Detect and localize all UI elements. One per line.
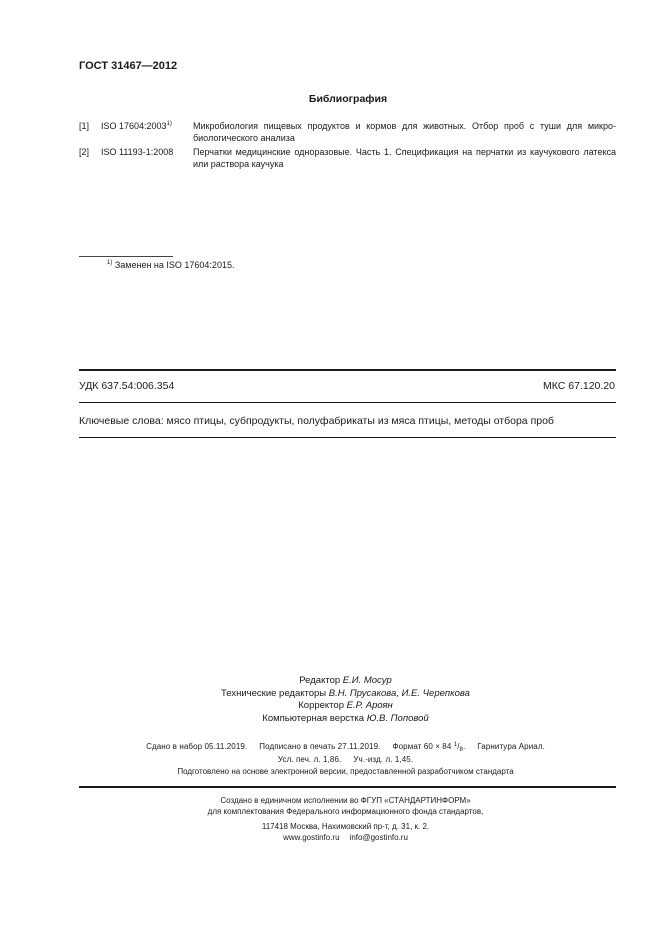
bibliography-title: Библиография	[308, 93, 388, 105]
print-info	[0, 740, 661, 766]
publisher-line1: Создано в единичном исполнении во ФГУП «СТАНДАРТИНФОРМ»	[220, 796, 471, 805]
publisher-info	[0, 795, 661, 843]
print-info-line2: Усл. печ. л. 1,86. Уч.-изд. л. 1,45.	[277, 755, 414, 764]
bibliography-item-reference: ISO 17604:2003$^{1)}$	[101, 121, 172, 131]
credit-corrector: Корректор Е.Р. Ароян	[298, 700, 393, 711]
standard-code: ГОСТ 31467—2012	[79, 60, 178, 72]
keywords: Ключевые слова: мясо птицы, субпродукты, полуфабрикаты из мяса птицы, методы отбора проб	[79, 415, 554, 427]
prepared-note: Подготовлено на основе электронной версии, предоставленной разработчиком стандарта	[177, 767, 514, 776]
bibliography-item	[79, 120, 616, 144]
publisher-address: 117418 Москва, Нахимовский пр-т, д. 31, к. 2.	[261, 822, 430, 831]
bibliography-item-number: [2]	[79, 147, 90, 157]
section-divider	[79, 437, 616, 438]
udk-code: УДК 637.54:006.354	[79, 380, 175, 392]
bibliography-item-number: [1]	[79, 121, 90, 131]
bibliography-list	[79, 120, 616, 172]
footnote-text: Заменен на ISO 17604:2015.	[112, 260, 235, 270]
email-link[interactable]: info@gostinfo.ru	[349, 833, 408, 842]
section-divider	[79, 369, 616, 371]
footnote-mark: 1)	[107, 260, 113, 266]
section-divider	[79, 786, 616, 788]
footnote	[107, 260, 234, 270]
bibliography-item-description: Перчатки медицинские одноразовые. Часть 1. Спецификация на перчатки из каучукового латекса или раствора каучука	[193, 147, 616, 169]
credit-layout: Компьютерная верстка Ю.В. Поповой	[262, 712, 429, 724]
bibliography-item-reference: ISO 11193-1:2008	[101, 147, 174, 157]
credit-editor: Редактор Е.И. Мосур	[299, 675, 392, 686]
section-divider	[79, 402, 616, 403]
credits	[0, 675, 661, 725]
bibliography-item	[79, 146, 616, 170]
credit-tech-editors: Технические редакторы В.Н. Прусакова, И.Е. Черепкова	[221, 687, 470, 699]
bibliography-item-description: Микробиология пищевых продуктов и кормов для животных. Отбор проб с туши для микро-биологического анализа	[193, 121, 616, 143]
footnote-separator	[79, 256, 173, 257]
footnote-marker: 1)	[166, 121, 172, 127]
mks-code: МКС 67.120.20	[543, 380, 615, 392]
print-info-line1: Сдано в набор 05.11.2019. Подписано в печать 27.11.2019. Формат 60 × 84 $^1/_8$. Гарнитура Ариал.	[146, 742, 545, 753]
publisher-contacts	[30, 832, 661, 843]
website-link[interactable]: www.gostinfo.ru	[283, 833, 340, 842]
publisher-line2: для комплектования Федерального информационного фонда стандартов,	[207, 807, 484, 816]
